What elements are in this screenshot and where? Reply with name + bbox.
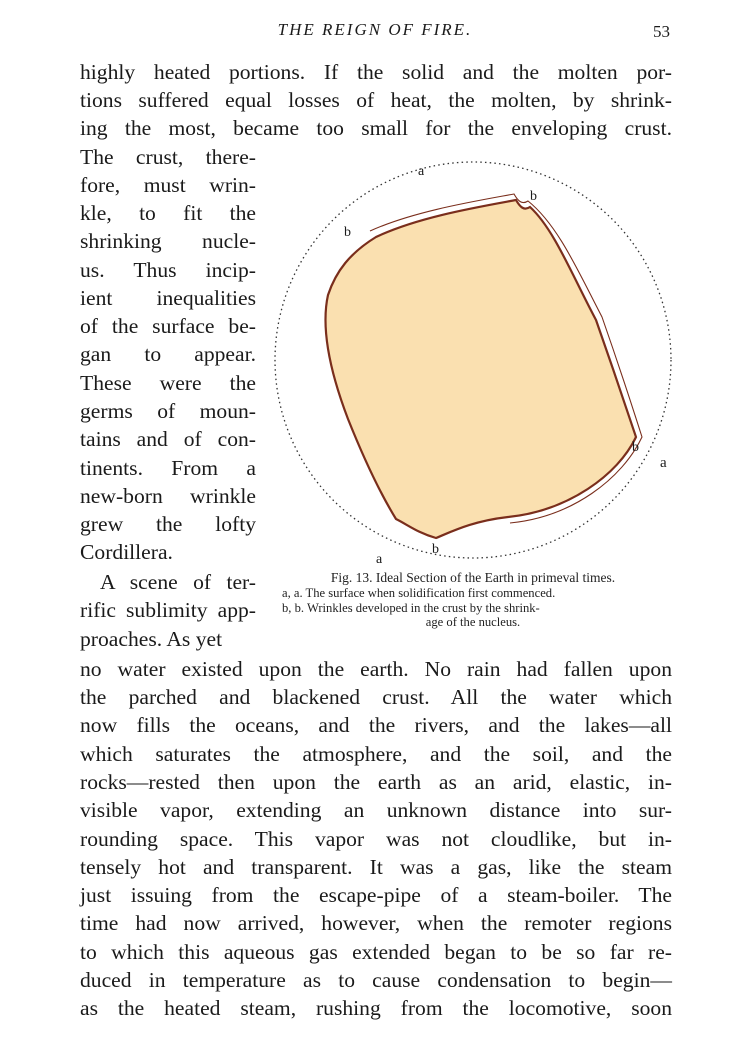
earth-section-figure [268,155,682,565]
body-line: just issuing from the escape-pipe of a steam-boiler. The [80,883,672,907]
body-line: of the surface be- [80,314,256,338]
body-line: rounding space. This vapor was not cloudlike, but in- [80,827,672,851]
body-line: shrinking nucle- [80,229,256,253]
running-head [0,18,750,44]
caption-title: Fig. 13. Ideal Section of the Earth in primeval times. [330,570,616,585]
body-line: tensely hot and transparent. It was a gas, like the steam [80,855,672,879]
body-line: grew the lofty [80,512,256,536]
body-line: visible vapor, extending an unknown distance into sur- [80,798,672,822]
caption-line-a: a, a. The surface when solidification first commenced. [282,586,556,600]
body-line: Cordillera. [80,540,173,564]
body-line: which saturates the atmosphere, and the soil, and the [80,742,672,766]
body-line: rific sublimity app- [80,598,256,622]
body-line: as the heated steam, rushing from the locomotive, soon [80,996,672,1020]
earth-section-diagram [268,155,682,565]
body-line: fore, must wrin- [80,173,256,197]
body-line: ient inequalities [80,286,256,310]
shrunken-nucleus [325,200,636,538]
label-b-top-left: b [344,225,351,240]
body-line: gan to appear. [80,342,256,366]
body-line: duced in temperature as to cause condensation to begin— [80,968,672,992]
body-line: proaches. As yet [80,627,223,651]
label-b-top-right: b [530,189,537,204]
body-line: germs of moun- [80,399,256,423]
body-line-indented: A scene of ter- [100,570,256,594]
label-b-bottom: b [432,542,439,557]
body-line: ing the most, became too small for the enveloping crust. [80,116,672,140]
body-line: tinents. From a [80,456,256,480]
body-line: now fills the oceans, and the rivers, and the lakes—all [80,713,672,737]
figure-caption [268,570,678,630]
label-a-top: a [418,164,425,179]
caption-line-b: b, b. Wrinkles developed in the crust by the shrink- [282,600,540,615]
body-line: rocks—rested then upon the earth as an arid, elastic, in- [80,770,672,794]
running-title: THE REIGN OF FIRE. [277,20,473,39]
body-line: tains and of con- [80,427,256,451]
body-line: time had now arrived, however, when the remoter regions [80,911,672,935]
body-line: These were the [80,371,256,395]
page-number: 53 [653,22,670,41]
body-line: new-born wrinkle [80,484,256,508]
body-line: highly heated portions. If the solid and the molten por- [80,60,672,84]
body-line: to which this aqueous gas extended began to be so far re- [80,940,672,964]
label-a-right: a [660,455,667,471]
body-line: no water existed upon the earth. No rain had fallen upon [80,657,672,681]
body-line: kle, to fit the [80,201,256,225]
body-line: The crust, there- [80,145,256,169]
body-line: us. Thus incip- [80,258,256,282]
body-line: tions suffered equal losses of heat, the molten, by shrink- [80,88,672,112]
caption-line-b-cont: age of the nucleus. [425,615,521,629]
body-line: the parched and blackened crust. All the water which [80,685,672,709]
label-b-right: b [632,440,639,455]
label-a-bottom: a [376,552,383,565]
